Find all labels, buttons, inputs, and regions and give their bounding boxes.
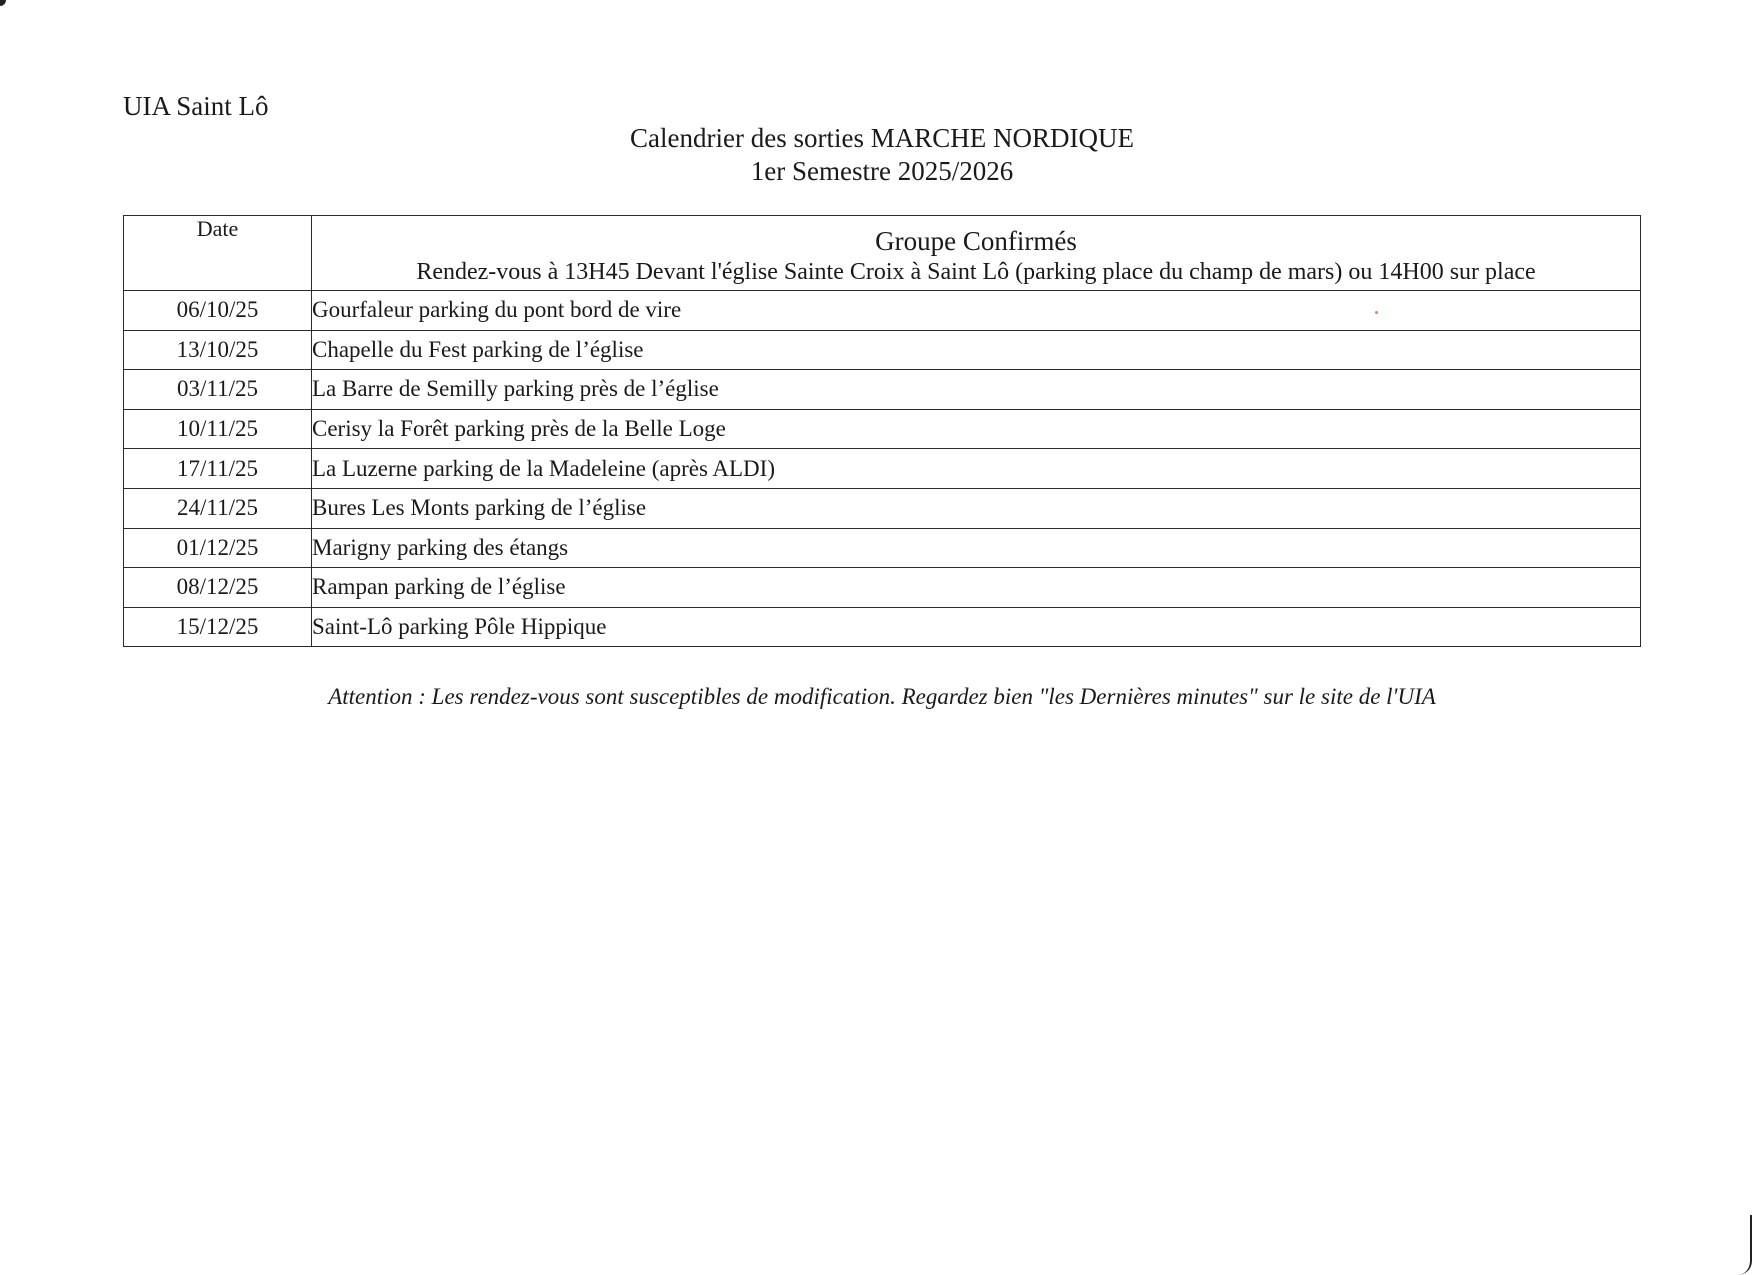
row-date: 10/11/25 — [124, 409, 312, 449]
organization-name: UIA Saint Lô — [123, 91, 269, 121]
group-title: Groupe Confirmés — [875, 226, 1077, 256]
row-place: Chapelle du Fest parking de l’église — [312, 330, 1641, 370]
table-row — [124, 330, 1641, 370]
table-header-row — [124, 216, 1641, 291]
row-date: 08/12/25 — [124, 568, 312, 608]
attention-note: Attention : Les rendez-vous sont susceptibles de modification. Regardez bien "les Dernières minutes" sur le site de l'UIA — [328, 684, 1436, 709]
row-place: Cerisy la Forêt parking près de la Belle Loge — [312, 409, 1641, 449]
table-row — [124, 568, 1641, 608]
row-date: 13/10/25 — [124, 330, 312, 370]
row-place: Marigny parking des étangs — [312, 528, 1641, 568]
table-row — [124, 607, 1641, 647]
row-date: 17/11/25 — [124, 449, 312, 489]
table-row — [124, 449, 1641, 489]
meeting-info: Rendez-vous à 13H45 Devant l'église Sainte Croix à Saint Lô (parking place du champ de mars) ou 14H00 sur place — [416, 259, 1536, 285]
table-row — [124, 488, 1641, 528]
row-date: 06/10/25 — [124, 291, 312, 331]
scan-speck — [1375, 311, 1378, 314]
table-row — [124, 409, 1641, 449]
row-date: 03/11/25 — [124, 370, 312, 410]
document-title: Calendrier des sorties MARCHE NORDIQUE — [630, 123, 1134, 153]
row-place: La Barre de Semilly parking près de l’église — [312, 370, 1641, 410]
table-row — [124, 291, 1641, 331]
group-column-header — [312, 216, 1641, 291]
row-date: 01/12/25 — [124, 528, 312, 568]
row-date: 24/11/25 — [124, 488, 312, 528]
row-place: Saint-Lô parking Pôle Hippique — [312, 607, 1641, 647]
row-place: Bures Les Monts parking de l’église — [312, 488, 1641, 528]
row-place: La Luzerne parking de la Madeleine (après ALDI) — [312, 449, 1641, 489]
row-place: Gourfaleur parking du pont bord de vire — [312, 291, 1641, 331]
row-place: Rampan parking de l’église — [312, 568, 1641, 608]
document-subtitle: 1er Semestre 2025/2026 — [750, 156, 1014, 186]
scan-corner-mark-top — [0, 0, 6, 6]
table-row — [124, 370, 1641, 410]
scan-corner-mark-bottom — [1736, 1215, 1752, 1275]
schedule-table — [123, 215, 1641, 647]
table-row — [124, 528, 1641, 568]
document-title-block — [0, 122, 1752, 188]
row-date: 15/12/25 — [124, 607, 312, 647]
date-column-header: Date — [124, 216, 312, 291]
